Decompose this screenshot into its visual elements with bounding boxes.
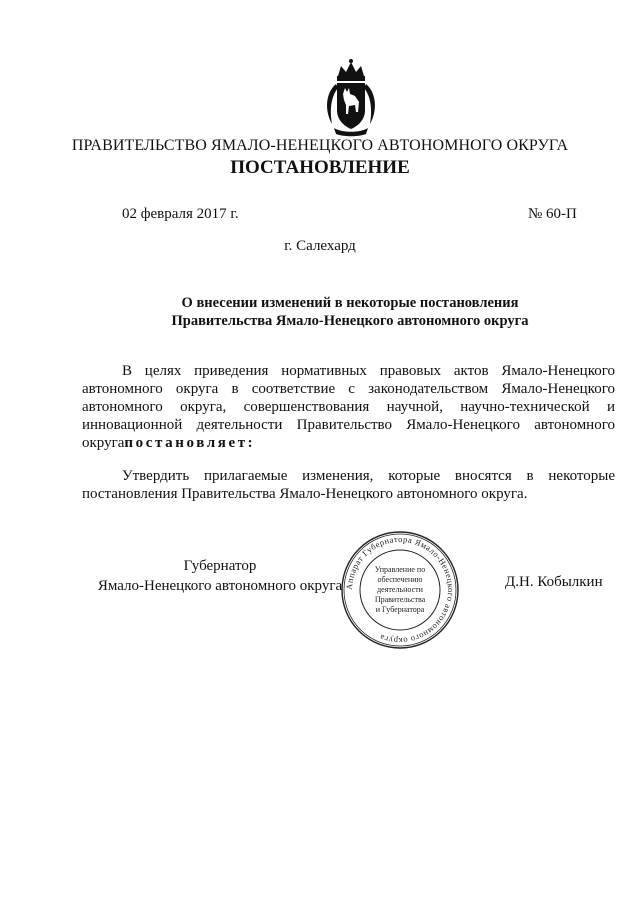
paragraph-line: В целях приведения нормативных правовых актов Ямало-Ненецкого	[122, 363, 615, 379]
paragraph-line-text: округа	[82, 435, 125, 451]
decree-word: постановляет:	[124, 435, 256, 451]
paragraph-line: постановления Правительства Ямало-Ненецкого автономного округа.	[82, 486, 528, 502]
document-date: 02 февраля 2017 г.	[122, 206, 239, 222]
signatory-name: Д.Н. Кобылкин	[505, 574, 603, 590]
seal-inner-line: Правительства	[374, 595, 426, 604]
seal-inner-line: деятельности	[377, 585, 423, 594]
paragraph-line: автономного округа, совершенствования научной, научно-технической и	[82, 399, 615, 415]
signatory-title	[90, 556, 350, 596]
paragraph-line-last	[82, 434, 615, 452]
seal-inner-line: обеспечению	[377, 575, 423, 584]
seal-inner-line: и Губернатора	[375, 605, 425, 614]
body-paragraph-1	[82, 362, 615, 452]
coat-of-arms-icon	[322, 58, 380, 138]
paragraph-line: автономного округа в соответствие с законодательством Ямало-Ненецкого	[82, 381, 615, 397]
document-number: № 60-П	[528, 206, 577, 222]
document-type: ПОСТАНОВЛЕНИЕ	[230, 157, 410, 178]
signatory-title-line-1: Губернатор	[183, 558, 257, 574]
official-seal	[338, 528, 462, 652]
organization-name: ПРАВИТЕЛЬСТВО ЯМАЛО-НЕНЕЦКОГО АВТОНОМНОГО ОКРУГА	[71, 137, 569, 154]
document-city: г. Салехард	[284, 238, 356, 254]
seal-outer-text: Аппарат Губернатора Ямало-Ненецкого автономного округа	[343, 533, 457, 647]
paragraph-line: Утвердить прилагаемые изменения, которые вносятся в некоторые	[122, 468, 615, 484]
body-paragraph-2	[82, 467, 615, 503]
signatory-title-line-2: Ямало-Ненецкого автономного округа	[97, 578, 343, 594]
title-line-1: О внесении изменений в некоторые постановления	[181, 295, 519, 311]
seal-inner-line: Управление по	[374, 565, 426, 574]
paragraph-line: инновационной деятельности Правительство Ямало-Ненецкого автономного	[82, 417, 615, 433]
document-title	[80, 294, 620, 330]
title-line-2: Правительства Ямало-Ненецкого автономного округа	[171, 313, 529, 329]
